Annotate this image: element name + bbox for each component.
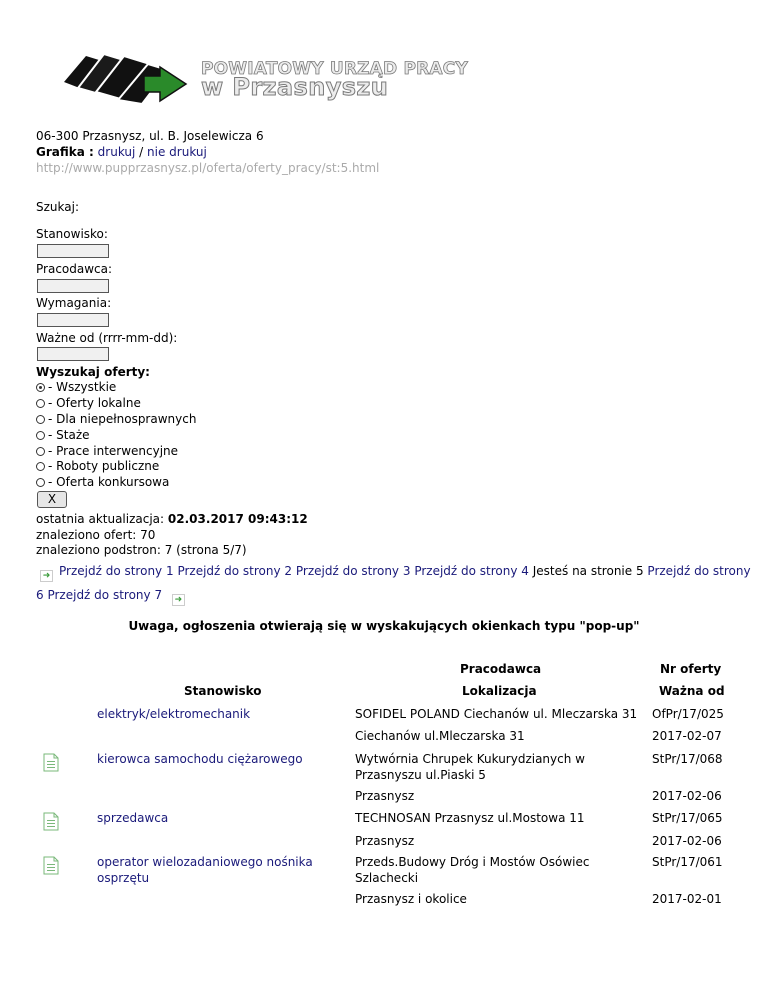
current-page: Jesteś na stronie 5 (532, 564, 644, 578)
valid-from-input[interactable] (37, 347, 109, 361)
found-pages: znaleziono podstron: 7 (strona 5/7) (36, 543, 247, 557)
last-update-value: 02.03.2017 09:43:12 (167, 512, 308, 526)
header-employer: Pracodawca (460, 662, 542, 676)
header-offer-no: Nr oferty (660, 662, 722, 676)
valid-from-label: Ważne od (rrrr-mm-dd): (36, 331, 178, 345)
radio-icon[interactable] (36, 447, 45, 456)
offer-valid-from: 2017-02-06 (652, 789, 722, 803)
logo-title: POWIATOWY URZĄD PRACY (201, 59, 468, 79)
offer-position-link[interactable]: operator wielozadaniowego nośnika osprzętu (97, 855, 313, 885)
header-valid-from: Ważna od (659, 684, 725, 698)
radio-selected-icon[interactable] (36, 383, 45, 392)
last-update: ostatnia aktualizacja: 02.03.2017 09:43:12 (36, 512, 308, 526)
offer-valid-from: 2017-02-01 (652, 892, 722, 906)
found-offers: znaleziono ofert: 70 (36, 528, 156, 542)
document-icon (43, 753, 59, 772)
radio-icon[interactable] (36, 399, 45, 408)
offer-position-link[interactable]: kierowca samochodu ciężarowego (97, 752, 303, 766)
offer-position-link[interactable]: sprzedawca (97, 811, 169, 825)
radio-disabled[interactable]: - Dla niepełnosprawnych (36, 411, 196, 427)
arrow-left-icon[interactable]: ➜ (40, 570, 53, 582)
address: 06-300 Przasnysz, ul. B. Joselewicza 6 (36, 129, 264, 143)
offer-employer: SOFIDEL POLAND Ciechanów ul. Mleczarska 31 (355, 707, 638, 721)
radio-icon[interactable] (36, 478, 45, 487)
offers-filter-label: Wyszukaj oferty: (36, 365, 150, 379)
radio-icon[interactable] (36, 431, 45, 440)
offer-number: StPr/17/065 (652, 811, 723, 825)
offer-valid-from: 2017-02-06 (652, 834, 722, 848)
requirements-label: Wymagania: (36, 296, 112, 310)
offer-location: Przasnysz (355, 789, 415, 803)
position-input[interactable] (37, 244, 109, 258)
grafika-label: Grafika : (36, 145, 94, 159)
document-icon (43, 856, 59, 875)
popup-notice: Uwaga, ogłoszenia otwierają się w wyskakujących okienkach typu "pop-up" (128, 619, 640, 633)
radio-all[interactable]: - Wszystkie (36, 379, 116, 395)
offer-employer: Przeds.Budowy Dróg i Mostów Osówiec Szlachecki (355, 855, 590, 885)
logo-subtitle: w Przasnyszu (201, 73, 389, 101)
page-link-2[interactable]: Przejdź do strony 2 (177, 564, 293, 578)
radio-local[interactable]: - Oferty lokalne (36, 395, 141, 411)
offer-location: Przasnysz (355, 834, 415, 848)
employer-input[interactable] (37, 279, 109, 293)
page-link-1[interactable]: Przejdź do strony 1 (59, 564, 174, 578)
offer-employer: Wytwórnia Chrupek Kukurydzianych w Przasnyszu ul.Piaski 5 (355, 752, 585, 782)
offer-number: StPr/17/061 (652, 855, 723, 869)
document-icon (43, 812, 59, 831)
radio-competition[interactable]: - Oferta konkursowa (36, 474, 169, 490)
radio-public-works[interactable]: - Roboty publiczne (36, 458, 159, 474)
noprint-link[interactable]: nie drukuj (147, 145, 207, 159)
offer-employer: TECHNOSAN Przasnysz ul.Mostowa 11 (355, 811, 585, 825)
page-url: http://www.pupprzasnysz.pl/oferta/oferty_pracy/st:5.html (36, 161, 380, 175)
grafika-row (36, 144, 207, 160)
pagination-row-2 (36, 587, 185, 606)
search-title: Szukaj: (36, 200, 79, 214)
page-link-7[interactable]: Przejdź do strony 7 (47, 588, 163, 602)
page-link-4[interactable]: Przejdź do strony 4 (414, 564, 529, 578)
employer-label: Pracodawca: (36, 262, 113, 276)
offer-location: Przasnysz i okolice (355, 892, 467, 906)
arrow-right-icon[interactable]: ➜ (172, 594, 185, 606)
page-link-6-number[interactable]: 6 (36, 588, 44, 602)
pagination (36, 563, 751, 582)
header-position: Stanowisko (184, 684, 262, 698)
offer-number: OfPr/17/025 (652, 707, 724, 721)
radio-icon[interactable] (36, 462, 45, 471)
position-label: Stanowisko: (36, 227, 108, 241)
page-link-3[interactable]: Przejdź do strony 3 (295, 564, 411, 578)
print-link[interactable]: drukuj (97, 145, 136, 159)
page-link-6[interactable]: Przejdź do strony (647, 564, 751, 578)
header-location: Lokalizacja (462, 684, 537, 698)
radio-internships[interactable]: - Staże (36, 427, 90, 443)
offer-location: Ciechanów ul.Mleczarska 31 (355, 729, 525, 743)
separator: / (139, 145, 144, 159)
offer-number: StPr/17/068 (652, 752, 723, 766)
radio-interventional[interactable]: - Prace interwencyjne (36, 443, 178, 459)
offer-position-link[interactable]: elektryk/elektromechanik (97, 707, 251, 721)
requirements-input[interactable] (37, 313, 109, 327)
radio-icon[interactable] (36, 415, 45, 424)
search-submit-button[interactable]: X (37, 491, 67, 508)
offer-valid-from: 2017-02-07 (652, 729, 722, 743)
